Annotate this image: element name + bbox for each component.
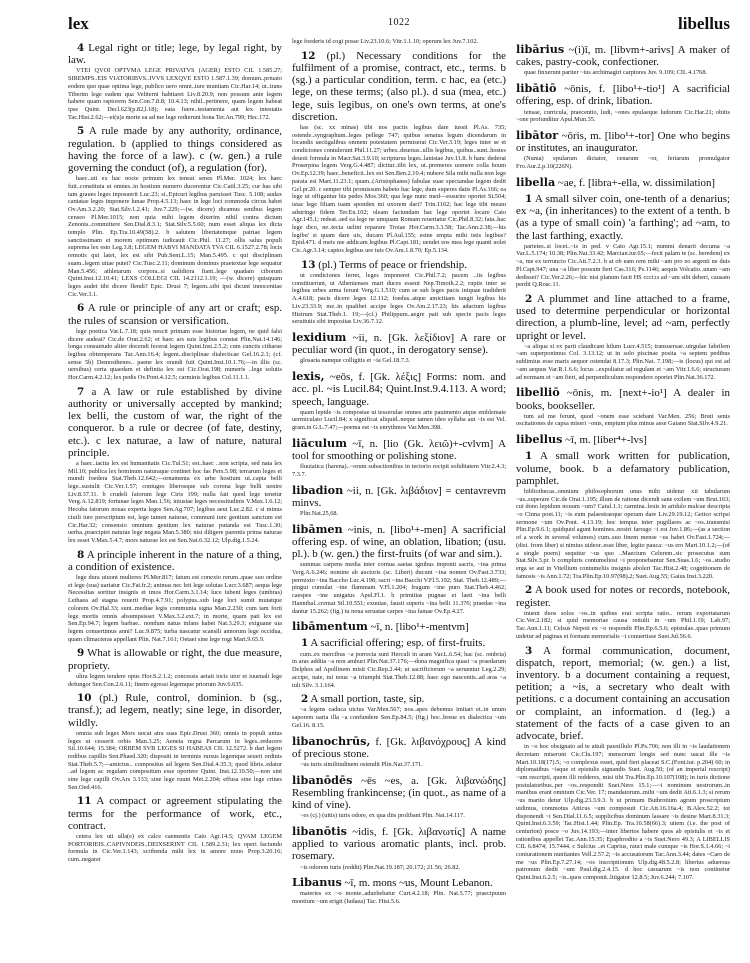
dictionary-entry (292, 437, 506, 462)
citation-block: ~us turis similitudinem ostendit Plin.Nat.37.171. (300, 760, 423, 768)
entry-definition: ~ae, f. [libra+-ella, w. dissimilation] (555, 176, 716, 189)
sense-text: A rule or principle of any art or craft; esp. the rules of scansion or versification. (68, 302, 282, 327)
dictionary-entry (292, 331, 506, 356)
entry-headword: libārius (516, 42, 565, 56)
entry-definition: ~ēs ~es, a. [Gk. λιβανώδης] Resembling frankincense; (in quot., as name of a kind of vine). (292, 774, 506, 812)
sense-text: A small silver coin, one-tenth of a denarius; ex ~a, (in inheritances) to the extent of a tenth. b (as a type of small coin) 'a farthing'; ad ~am, to the last farthing, exactly. (516, 192, 730, 242)
entry-definition: ~(i)ī, m. [libvm+-arivs] A maker of cakes, pastry-cook, confectioner. (516, 44, 730, 69)
sense-number: 13 (301, 258, 316, 271)
sense-number: 1 (525, 192, 533, 205)
citation-block: lege foederis id cogi posse Liv.23.10.6; Vitr.1.1.10; operum lex Juv.7.102. (292, 38, 479, 45)
citation-block: cum..ex mercibus ~a porrecta sunt Herculi in aram Var.L.6.54; hac (sc. ombria) in aras addita ~a non amburi Plin.Nat.37.176;—dona magnifica quasi ~a praedarum Delphos ad Apollinem misit Cic.Rep.2.44; ut sacrificiorum ~a seruentur Leg.2.29; accipe, nate, tui noua ~a triumphi Stat.Theb.12.88; haec ego nascentis..ad aras ~a tuli Silv. 3.1.164. (292, 650, 506, 689)
sense-number: 1 (525, 450, 533, 463)
sense-text: A compact or agreement stipulating the terms for the performance of work, etc., contract. (68, 795, 282, 832)
entry-definition: ~ī, m. [liber⁴+-lvs] (562, 434, 647, 447)
entry-definition: ~ī, n. [lio (Gk. λειῶ)+-cvlvm] A tool for smoothing or polishing stone. (292, 437, 506, 463)
page-number: 1022 (388, 17, 410, 28)
entry-headword: lexidium (292, 330, 347, 344)
dictionary-entry (516, 176, 730, 189)
citation-block: glosaria namque colligitis et ~ia Gel.18.7.3. (300, 357, 411, 365)
sense-text: A small portion, taste, sip. (308, 693, 425, 706)
sense-text: A sacrificial offering; esp. of first-fruits. (308, 637, 486, 650)
sense-number: 12 (301, 49, 316, 62)
sense-definition (292, 50, 506, 123)
sense-number: 2 (301, 693, 309, 706)
sense-definition (516, 645, 730, 743)
sense-definition (516, 450, 730, 487)
citation-block: a haec..tacita lex est humanitatis Cic.Tul.51; est..haec ..non scripta, sed nata lex Mil.10; publica lex hominum naturaque continet hoc fas Pers.5.98; terrarum leges et mundi foedera Stat.Theb.12.642;—ornamenta ex urbe hostium ui..capta belli lege..sustulit Cic.Ver.1.57; coniuges liberosque sub corona lege belli uenire Liv.8.37.11. b crudeli fatorum lege Ciris 199; nulla fati quod lege tenetur Verg.A.12.819; fortunae leges Man.1.56; iniustae leges necessitudinis V.Max.1.6.12; Hecuba fatorum nouas experta leges Sen.Ag.707; legibus aeui Luc.2.82. c si minus ciuili iure perscriptum est, lege tamen naturae, communi iure gentium sanctum est Cic.Har.32; consensio omnium gentium lex naturae putanda est Tusc.1.30; uerba..praecipiet naturae lege negata Man.5.380; nisi diligere parentis prima naturae lex esset V.Max.5.4.7; mors naturae lex est Sen.Nat.6.32.12; Ulp.dig.1.5.24. (68, 459, 282, 544)
guide-word-left: lex (68, 14, 89, 33)
entry-headword: Libanus (292, 875, 342, 890)
running-head (68, 14, 730, 36)
citation-block: has (sc. xx minas) tibi nos pactis legibus dare iussit Pl.As. 735; ostende..syngraphum..leges pellege 747; quibus senatus legum dicendarum in locandis uectigalibus omnem potestatem permiserat Cic.Ver.3.19; leges inter se et condiciones contulerunt Phil.11.27; urbes..deuotas..ullis legibus, quibus..sunt..hostes deuoti formula in Macr.Sat.3.9.10; scripturus leges..lanistae Juv.11.8. b hanc dederat Proserpina legem Verg.G.4.487; dicitur..tibi lex, ut..premeres uomere colla boum Ov.Ep.12.39; haec..beneficii..lex est Sen.Ben.2.10.4; nubere Sila mihi nulla non lege parata est Mart.11.23.1; quam..(Aristophanes) fabulae suae spectandae legem dedit Gel.pr.20. c semper tibi promissum habeto hac lege, dum superes datis Pl.As.166; ea lege ut offigantur bis pedes Mos.360; qua lege nunc med—essurire oportet St.504; istac lege filiam tuam sponden mi uxorem dari? Trin.1162; hac lege tibi meam adstringo fidem Ter.Eu.102; oleam faciundam hac lege oportet locare Cato Agr.145.1; redeat..sed ea lege ne umquam Romam reuertatur Cic.Phil.8.32; fata..hac lege dico, ne..tecta uelint reparare Troiae Hor.Carm.3.3.58; Tac.Ann.2.38;—his legibu' si quam dare uis, ducam Pl.Aul.155; estne empta mihi istis legibus? Epid.471. d meis me addicam legibus Pl.Capt.181; uendet eos mea lege quanti uolet Cic.Agr.3.14; captos legibus ure tuis Ov.Am.1.8.70; Ep.5.134. (292, 123, 506, 255)
citation-block: omnia sub leges Mors uocat atra suas Epic.Drusi 360; omnis in populi unius leges ut cesserit orbis Man.3.25; Aeneia regna Parcarum in leges..reducere Sil.10.644; 15.384; ORBEM SVB LEGES SI HABEAS CIL 12.5272. b dari legem redibus capillis Sen.Phaed.320; dispositi in terminis rursus legemque seueri ordinis Stat.Theb.5.7;—amictus.. compositus ad legem Sen.Dial.4.35.3; quod libris..edatur ..ad legem ac regulam compositum esse oportere Quint. Inst.12.10.50;—non sint sine lege capilli Ov.Ars 3.133; sine lege ruunt Met.2.204; effusa sine lege crines Sen.Oed.416. (68, 729, 282, 791)
sense-text: A plummet and line attached to a frame, used to determine perpendicular or horizontal direction, a plumb-line, level; ad ~am, perfectly upright or level. (516, 292, 730, 342)
sense-number: 9 (77, 647, 85, 660)
sense-text: What is allowable or right, the due measure, propriety. (68, 647, 282, 672)
sense-text: (pl.) Rule, control, dominion. b (sg., transf.); ad legem, neatly; sine lege, in disorder, wildly. (68, 692, 282, 729)
sense-definition (68, 302, 282, 326)
citation-block: ultra legem tendere opus Hor.S.2.1.2; concessis aetati iocis utor et iuuenali lege defungor Sen.Con.2.6.11; finem egressi legemque priorum Juv.6.635. (68, 672, 282, 688)
dictionary-entry (292, 370, 506, 408)
entry-headword: liāculum (292, 435, 347, 450)
entry-definition: ~ī, n. [libo¹+-mentvm] (367, 621, 469, 634)
column-left (68, 38, 282, 908)
sense-number: 7 (77, 385, 85, 398)
citation-block: haec..uti ex hac nocte primum lex teneat senes Pl.Mer. 1024; lex haec fuit..constituta ut omnes..in hostium numero ducerentur Cic.Catil.3.25; cur has sibi tam graues leges inposuerit Luc.23; si..Epicuri legibus paruisset Tusc. 5.108; audax cantatae leges imponere lunae Prop.4.5.13; haec in lege loci commoda circus habet Ov.Am.3.2.20; Stat.Silv.1.2.41; Juv.7.229;—(w. dicere) dicamus senibus legem censeo Pl.Mer.1015; non quia mihi legem dixerim nihil contra dictum Zenonis..committere Sen.Dial.8.3.1; Stat.Silv.5.5.60; num esset aliqua lex dicta templo Plin. Ep.Tra.10.49(58).2. b salutem libertatemque patriae legem sanctissimam et morem optimum iudicauit Cic.Phil. 11.27; ollis salus populi suprema lex esto Leg.3.8; LEGEM HABVI MANDATA TVA CIL 6.1527.2.78; locis remotis qui latet, lex est sibi Pub.Sent.L.15; Man.5.495. c qui disciplinam suam..legem uitae putet? Cic.Tusc.2.11; dominum dominus praetextae lege sequatur Man.5.456; athletarum corpora..si ualidiora fiant..lege quadam ciborum Quint.Inst.12.10.41; LEXS COLLEGI CIL 14.2112.1.19; —(w. dicere) quisquam leges audet tibi dicere flendi? Epic. Drusi 7; legem..sibi ipsi dicunt innocentiae Cic.Ver.3.1. (68, 175, 282, 298)
entry-headword: libanochrūs, (292, 733, 371, 748)
citation-block: ~is odorem turis (reddit) Plin.Nat.19.187; 20.172; 21.56; 26.82. (300, 863, 461, 871)
sense-number: 6 (77, 302, 85, 315)
entry-headword: libanōtis (292, 823, 347, 838)
dictionary-entry (292, 735, 506, 760)
sense-definition (68, 549, 282, 573)
citation-block: (Numa) epularum dictator, cenarum ~or, feriarum promulgator Fro.Aur.2.p.10(226N). (516, 155, 730, 171)
sense-number: 11 (77, 795, 92, 808)
entry-headword: libadion (292, 482, 344, 497)
citation-block: ~es (cj.) (uitis) turis odore, ex qua diis prolibant Plin. Nat.14.117. (300, 812, 465, 820)
entry-definition: ~ī, m. mons ~us, Mount Lebanon. (341, 877, 493, 890)
entry-headword: lexis, (292, 369, 325, 384)
entry-headword: libāmen (292, 521, 343, 536)
entry-definition: ~ii, n. [Gk. λιβάδιον] = centavrevm minvs. (292, 484, 506, 509)
entry-definition: ~inis, n. [libo¹+-men] A sacrificial offering esp. of wine, an oblation, libation; (usu. pl.). b (w. gen.) the first-fruits (of war and sim.). (292, 523, 506, 561)
dictionary-entry (516, 129, 730, 154)
citation-block: cetera lex uti ulla(e) ex calce caementis Cato Agr.14.5; QVAM LEGEM PORTORIEIS..CAPIVNDEIS..DEIXSERINT CIL 1.589.2.31; lex operi faciundo formula in Cic.Ver.1.143; scribenda mihi lex in amore nouo Prop.3.20.16; cum..negaret (68, 833, 282, 864)
sense-definition (68, 125, 282, 174)
citation-block: Plin.Nat.25,68. (300, 510, 339, 518)
sense-text: A book used for notes or records, notebook, register. (516, 584, 730, 609)
entry-headword: libella (516, 174, 556, 189)
citation-block: in ~o hoc obsignato ad te attuli pauxillulo Pl.Ps.706; non illi in ~is laudationem decretam miserunt Cic.Clu.197; mensorum longis sed nunc uacat ille ~is Mart.10.18(17).5; ~o complexus esset, quid fieri placeat S.C.(Font.iur. p.204) 60; in diplomatibus ~isque et epistulis signandis Suet. Aug.50; (of an imperial rescript) ~um rescripti, quem illi redderes, misi tibi Tra.Plin.Ep.10.107(108); in iuris dictione postulatoribus..per ~os..respondit Suet.Nero 15.1;—~i nominum uestrorum..in manibus erant omnium Cic.Ver. 17; mandatorum..mihi ~um dedit Att.6.1.3; si rerum ~us marito detur Ulp.dig.23.3.9.3. b ut primum Buthrotium agrum proscriptum uidimus, commotus Atticus ~um composuit Cic.Att.16.16a.4; B.Alex.52.2; tot disponendi ~i Sen.Dial.11.6.5; supplicibus dominum lassare ~is desine Mart.8.31.3; Quint.Inst.6.3.59; Tac.Hist.1.44; Plin.Ep. Tra.10.58(66).3; uitem (i.e. the post of centurion) posce ~o Juv.14.193;—inter libertos habere quos ab epistulis et ~is et rationibus appellet Tac.Ann.15.35; Epaphrodito a ~is Suet.Nero 49.3; A LIBELLIS CIL 6.8474; 15.7444. c Sulcius ..et Caprius, rauci male cumque ~is Hor.S.1.4.66; ~i coniurationem nuntiantes Vell.2.57.2; ~is accusatorum Tac.Ann.3.44; dates ~Caro de me ~us Plin.Ep.7.27.14; ~os inscriptionum Ulp.dig.48.5.2.8; libertus aduersus patronum dedit ~um Paul.dig.2.4.15. d hoc casuarum ~is non continetur Quint.Inst.6.2.5; ~is..quos componit..litigator 12.8.5; Juv.6.244; 7.107. (516, 743, 730, 882)
entry-definition: ~ōnis, f. [libo¹+-tio¹] A sacrificial offering, esp. of drink, libation. (516, 83, 730, 108)
entry-definition: ~ii, n. [Gk. λεξίδιον] A rare or peculiar word (in quot., in derogatory sense). (292, 332, 506, 357)
text-columns (68, 38, 730, 908)
citation-block: parietes..si locet..~is in ped. v Cato Agr.15.1; nummi denarii decuma ~a Var.L.5.174; 10.38; Plin.Nat.33.42; Marcian.iur.65;—fecit palam te (sc. heredem) ex ~a, me ex terruncio Cic.Att.7.2.3. b at ob eam rem mihi ~am pro eo argenti ne duis Pl.Capt.947; una ~a liber possum fieri Cas.316; Ps.1146; aequis Volcatio..unam ~am dedisset? Cic.Ver.2.26;—hic nisi planum facit HS ccciↄↄ ad ~am sibi deberi, causam perdit Q.Rosc.11. (516, 242, 730, 289)
sense-definition (68, 692, 282, 729)
sense-number: 5 (77, 125, 85, 138)
sense-number: 2 (525, 292, 533, 305)
sense-text: A small work written for publication, volume, book. b a defamatory publication, pamphlet. (516, 450, 730, 487)
sense-number: 1 (301, 637, 309, 650)
dictionary-entry (516, 386, 730, 411)
sense-number: 10 (77, 692, 92, 705)
sense-number: 2 (525, 584, 533, 597)
dictionary-entry (292, 620, 506, 633)
dictionary-entry (292, 825, 506, 863)
sense-definition (292, 637, 506, 649)
sense-definition (292, 259, 506, 271)
sense-definition (68, 795, 282, 832)
dictionary-entry (292, 876, 506, 889)
dictionary-entry (516, 433, 730, 446)
citation-block: fluuiatica (harena)..~orum subactionibus in tectorio recipit soliditatem Vitr.2.4.3; 7.3.7. (292, 463, 506, 478)
citation-block: bibliothecas..omnium philosophorum unus mihi uidetur xii tabularum ~us..superare Cic.de Orat.1.195; illum de ratione dicendi sane exilem ~um Brut.163; cui dono lepidum nouum ~um? Catul.1.1; carmina..leuis in aridulo malcae descripta ~o Cinna poet.11; ~is eum palaestraeque operam dare Liv.29.19.12; Getico scripsi sermone ~um Ov.Pont. 4.13.19; hoc tempus inter pugillares ac ~os..transmisi Plin.Ep.9.6.1; quidquid agunt homines..nostri farrago ~i est Juv.1.86;—(as a section of a work in several volumes) cum..suo finem mense ~us habet Ov.Fast.1.724;—(dist. from liber) si nimius uideor..esse liber, legito pauca: ~us ero Mart.10.1.2;—(of a single poem) sequitur ~us quo ..Maecium Celerem..sic prosecutus sum Stat.Silv.3.pr. b compluris contumeliosi ~i proponebantur Sen.Suas.1.6; ~os..studio erga se aut in Vitellium contumeliis insignis aboleri Tac.Hist.2.48; cognitionem de famosis ~is Ann.1.72; Tra.Plin.Ep.10.97(98).2; Suet.Aug.55; Gaius Inst.3.220. (516, 487, 730, 580)
citation-block: summas carpens media inter cornua saetas ignibus imponit sacris, ~ina prima Verg.A.6.246; nomine ab auctoris (sc. Liberi) ducunt ~ina nomen Ov.Fast.3.733; permixto ~ina Baccho Luc.4.198; sacri ~ina Bacchi V.Fl.5.192; Stat. Theb.12.489;—pingui cumulat ~ine flammam V.Fl.1.204; frugum ~ine puro Stat.Theb.4.462; caespes ~ine unigatus Apul.Fl.1. b primitias pugnae et laeti ~ina belli Hannibal..cremat Sil.10.551; exuuiae, fausti superis ~ina belli 11.376; praedae ~ina dantur 15.262; (fig.) tu noua seruatae carpes ~ina famae Ov.Ep.4.27. (292, 561, 506, 615)
sense-definition (516, 193, 730, 242)
dictionary-entry (292, 523, 506, 561)
citation-block: VTEI QVOI OPTVMA LEGE PRIVATVS (AGER) ESTO CIL 1.585.27; SIREMPS..EIS VIATORIBVS..IVVS LEXQVE ESTO 1.587.1.39; domum..priuato eodem quo quae optima lege, publico uero omni..iure munitam Cic.Har.14; ut..trans Tiberim lege eadem qua Veliterni habitaret Liv.8.20.9; non possum ante legem habere quam raptorem Sen.Con.7.8.8; 10.4.13; nihil..pertinere, quam legem habeat ipse Quint. Decl.623(p.82,l.18); eata fuere..testamenta aut lex intestatis Tac.Hist.2.62;—ei(u)s morte ea ad me lege redierunt bona Ter.An.799; Hec.172. (68, 67, 282, 121)
dictionary-entry (292, 774, 506, 812)
sense-text: Legal right or title; lege, by legal right, by law. (68, 42, 282, 67)
sense-number: 8 (77, 548, 85, 561)
entry-headword: libellus (516, 432, 563, 447)
citation-block: ut condiciones ferret, leges imponeret Cic.Phil.7.2; pacem ..iis legibus constituerunt, ut Athenienses mari duces essent Nep.Timoth.2.2; ruptis inter se legibus urbes arma ferunt Verg.G.1.510; cum se sub leges pacis iniquae tradiderit A.4.618; pacis dicere leges 12.112; foedus..atque amicitiam iungit legibus his Liv.23.33.9; me..in qualibet accipe leges Ov.Am.2.17.23; his adactum legibus Histrum Stat.Theb.1. 19;—(cf.) Philippum..aegre pati sub specie pacis leges seruitutis sibi impositas Liv.36.7.12. (292, 272, 506, 326)
guide-word-right: libellus (678, 14, 730, 33)
entry-definition: f. [Gk. λιβανόχρους] A kind of precious stone. (292, 735, 506, 760)
sense-text: A rule made by any authority, ordinance, regulation. b (applied to things considered as having the force of a law). c (w. gen.) a rule governing the conduct (of), a regulation (for). (68, 125, 282, 174)
citation-block: quae finxerunt pariter ~ius archimagiri carptores Juv. 9.109; CIL 4.1768. (524, 69, 708, 77)
dictionary-entry (516, 43, 730, 68)
sense-number: 3 (525, 644, 533, 657)
dictionary-entry (516, 82, 730, 107)
dictionary-entry (292, 484, 506, 509)
sense-definition (68, 647, 282, 671)
entry-definition: ~idis, f. [Gk. λιβανωτίς] A name applied to various aromatic plants, incl. prob. rosemary. (292, 825, 506, 863)
entry-headword: libelliō (516, 385, 560, 400)
citation-block: tensae, curricula, praecentio, ludi, ~ones epulaeque ludorum Cic.Har.21; obitis ~one profunditur Apul.Mun.35. (516, 108, 730, 124)
column-middle (292, 38, 506, 908)
citation-block: lege dura uiuont mulieres Pl.Mer.817; fatum est conexio rerum..quae suo ordine et lege (sua) uariatur Cic.Fat.fr.2; animas nec leti lege solutas Lucr.3.687; aequa lege Necessitas sortitur insignis et imos Hor.Carm.3.1.14; luce iubent leges (umbras) Lethaea ad stagna reuerti Prop.4.7.91; polypus..sub lege loci sumit mutatque colorem Ov.Hal.33; sunt..mediae legis communia signa Man.2.230; cum tam forti lege mortis omnis absumpsisset V.Max.3.2.ext.7; in morte, quam pati lex est Sen.Ep.94.7; legem barbae.. nondum natus infans habet Nat.3.29.3; exiguane uia legem conuertimus anni? Luc.9.875; turba nascatur scansili annorum lege occidua, quam climacteras appellant Plin. Nat.7.161; Oetaei sine lege rogi Mart.9.65.9. (68, 574, 282, 643)
entry-headword: libanōdēs (292, 772, 353, 787)
entry-headword: libāmentum (292, 619, 368, 634)
sense-text: A principle inherent in the nature of a thing, a condition of existence. (68, 548, 282, 573)
entry-definition: ~eōs, f. [Gk. λέξις] Forms: nom. and acc. pl. ~is Lucil.84; Quint.Inst.9.4.113. A word; speech, language. (292, 371, 506, 408)
citation-block: ~a legens caduca uictus Var.Men.567; nos..apes debemus imitari et..in unum saporem uaria illa ~a confundere Sen.Ep.84.5; (fig.) hoc..breue ex dialectica ~um Gel.16. 8.15. (292, 706, 506, 729)
sense-definition (516, 293, 730, 342)
citation-block: inueni duos solos ~os..in quibus erat scripta ratio.. rerum exportatarum Cic.Ver.2.182; si quid memoriae causa rettulit in ~um Phil.1.19; Lab.97; Tac.Ann.1.11; Celsus Nepoti ex ~o respondit Plin.Ep.6.5.6; epistulae..quas primum uidetur ad paginas et formam memorialis ~i conuertisse Suet.Jul.56.6. (516, 609, 730, 640)
citation-block: tum ad me ferunt, quod ~onem esse sciebant Var.Men. 256; Bruti senis oscitationes de capsa miseri ~onis, emptum plus minus asse Gaiano Stat.Silv.4.9.21. (516, 412, 730, 428)
sense-text: (pl.) Necessary conditions for the fulfilment of a promise, contract, etc., terms. b (sg.) a particular condition, term. c hac, ea (etc.) lege, on these terms; (also pl.). d sua (mea, etc.) lege, suis legibus, on one's own terms, at one's discretion. (292, 49, 506, 123)
entry-headword: libātor (516, 127, 559, 142)
citation-block: lege poetica Var.L.7.18; quis nescit primam esse historiae legem, ne quid falsi dicere audeat? Cic.de Orat.2.62; et haec ars suis legibus constat Plin.Nat.14.146; longa consuetudo aliter docendi fecerat legem Quint.Inst.2.5.2; cum cunctis citharae legibus obtemperans Tac.Ann.16.4; legem..disciplinae dialecticae Gel.16.2.1; (cf. sense 5b) Demosthenes.. paene lex orandi fuit Quint.Inst.10.1.76;—in illis (sc. uersibus) certa quaedam et definita lex est Cic.Orat.198; numeris ..lege solutis Hor.Carm.4.2.12; lex pedis Ov.Pont.4.12.5; carminis legibus Col.11.1.1. (68, 327, 282, 382)
sense-definition (292, 693, 506, 705)
sense-text: (pl.) Terms of peace or friendship. (315, 258, 467, 271)
sense-text: A formal communication, document, dispatch, report, memorial; (w. gen.) a list, inventory. b a document containing a request, petition; a ~is, a secretary who dealt with petitions. c a document containing an accusation or complaint, an information. d (leg.) a statement of the facts of a case given to an advocate, brief. (516, 644, 730, 742)
sense-definition (516, 584, 730, 608)
column-right (516, 38, 730, 908)
citation-block: quam lepide ~is compostae ut tesserulae omnes arte pauimento atque emblemate uermiculato Lucil.84; x significat aliquid..neque tamen ideo syllaba aut ~is est Vel. gram.in G.L.7.47;—poema est ~is enrythmos Var.Men.398. (292, 408, 506, 432)
entry-definition: ~ōris, m. [libo¹+-tor] One who begins or institutes, an inaugurator. (516, 129, 730, 155)
sense-definition (68, 42, 282, 66)
citation-block: materies ex ~o monte..aduehebatur Curt.4.2.18; Plin. Nat.5.77; praecipuum montium ~um erigit (Iudaea) Tac. Hist.5.6. (292, 890, 506, 906)
entry-headword: libātiō (516, 81, 557, 96)
citation-block: ~a aliqua si ex parti claudicant hilum Lucr.4.515; transuersae..uirgulae fabrilem ~am superponimus Col. 3.13.12; ut in solo piscinae posita ~a septem pedibus sublimius esse maris aequor ostendat 8.17.3; Plin.Nat. 7.198;—is (locus) qui est ad ~am aequus Var.R.1.6.6; locus ..expoliatur ad regulam et ~am Vitr.1.6.6; structuram ad normam et ~am fieri, ad perpendiculum respondere oportet Plin.Nat.36.172. (516, 342, 730, 381)
sense-number: 4 (77, 42, 85, 54)
entry-definition: ~ōnis, m. [next+-io¹] A dealer in books, bookseller. (516, 387, 730, 412)
sense-definition (68, 386, 282, 459)
sense-text: a A law or rule established by divine authority or universally accepted by mankind; lex belli, the custom of war, the right of the conqueror. b a rule or decree (of fate, destiny, etc.). c lex naturae, a law of nature, natural principle. (68, 385, 282, 459)
